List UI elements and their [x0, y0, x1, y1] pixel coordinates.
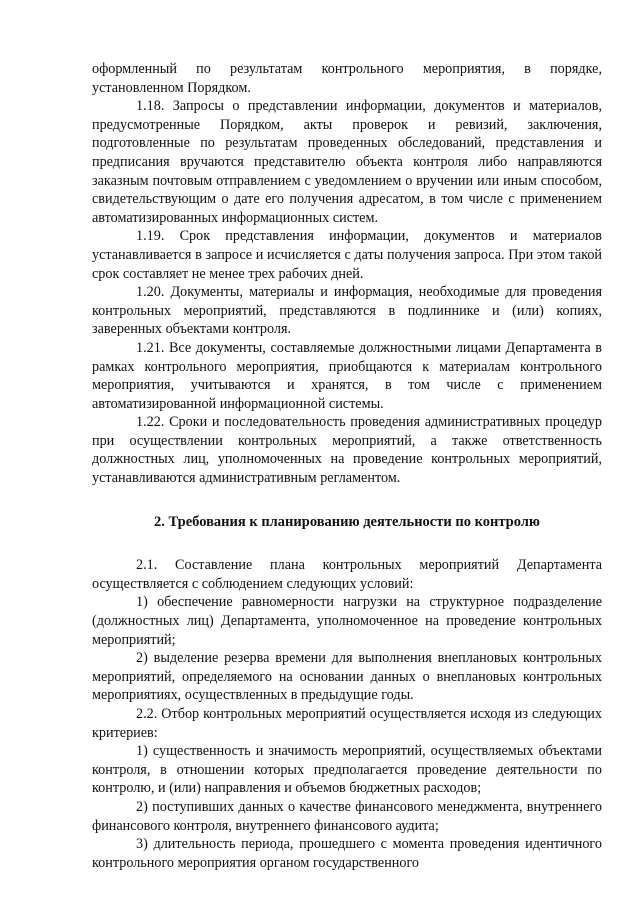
list-item-2-2-3: 3) длительность периода, прошедшего с момента проведения идентичного контрольного мероприятия органом государственного	[92, 836, 602, 871]
paragraph-1-22: 1.22. Сроки и последовательность проведения административных процедур при осуществлении контрольных мероприятий, а также ответственность должностных лиц, уполномоченных на проведение контрольных мероприятий, устанавливаются административным регламентом.	[92, 414, 602, 487]
list-item-2-1-1: 1) обеспечение равномерности нагрузки на структурное подразделение (должностных лиц) Департамента, уполномоченное на проведение контрольных мероприятий;	[92, 594, 602, 648]
paragraph-1-20: 1.20. Документы, материалы и информация, необходимые для проведения контрольных мероприятий, представляются в подлиннике и (или) копиях, заверенных объектами контроля.	[92, 284, 602, 338]
list-item-2-2-1: 1) существенность и значимость мероприятий, осуществляемых объектами контроля, в отношении которых предполагается проведение деятельности по контролю, и (или) направления и объемов бюджетных расходов;	[92, 743, 602, 797]
document-body	[92, 60, 602, 872]
paragraph-2-2: 2.2. Отбор контрольных мероприятий осуществляется исходя из следующих критериев:	[92, 706, 602, 741]
paragraph-continuation: оформленный по результатам контрольного мероприятия, в порядке, установленном Порядком.	[92, 61, 602, 96]
paragraph-2-1: 2.1. Составление плана контрольных мероприятий Департамента осуществляется с соблюдением следующих условий:	[92, 557, 602, 592]
list-item-2-2-2: 2) поступивших данных о качестве финансового менеджмента, внутреннего финансового контроля, внутреннего финансового аудита;	[92, 798, 602, 834]
section-heading: 2. Требования к планированию деятельности по контролю	[154, 513, 540, 530]
paragraph-1-18: 1.18. Запросы о представлении информации, документов и материалов, предусмотренные Порядком, акты проверок и ревизий, заключения, подготовленные по результатам проведенных обследований, представления и предписания вручаются представителю объекта контроля либо направляются заказным почтовым отправлением с уведомлением о вручении или иным способом, свидетельствующим о дате его получения адресатом, в том числе с применением автоматизированных информационных систем.	[92, 98, 602, 226]
paragraph-1-21: 1.21. Все документы, составляемые должностными лицами Департамента в рамках контрольного мероприятия, приобщаются к материалам контрольного мероприятия, учитываются и хранятся, в том числе с применением автоматизированной информационной системы.	[92, 339, 602, 412]
list-item-2-1-2: 2) выделение резерва времени для выполнения внеплановых контрольных мероприятий, определяемого на основании данных о внеплановых контрольных мероприятиях, осуществленных в предыдущие годы.	[92, 650, 602, 704]
paragraph-1-19: 1.19. Срок представления информации, документов и материалов устанавливается в запросе и исчисляется с даты получения запроса. При этом такой срок составляет не менее трех рабочих дней.	[92, 228, 602, 282]
